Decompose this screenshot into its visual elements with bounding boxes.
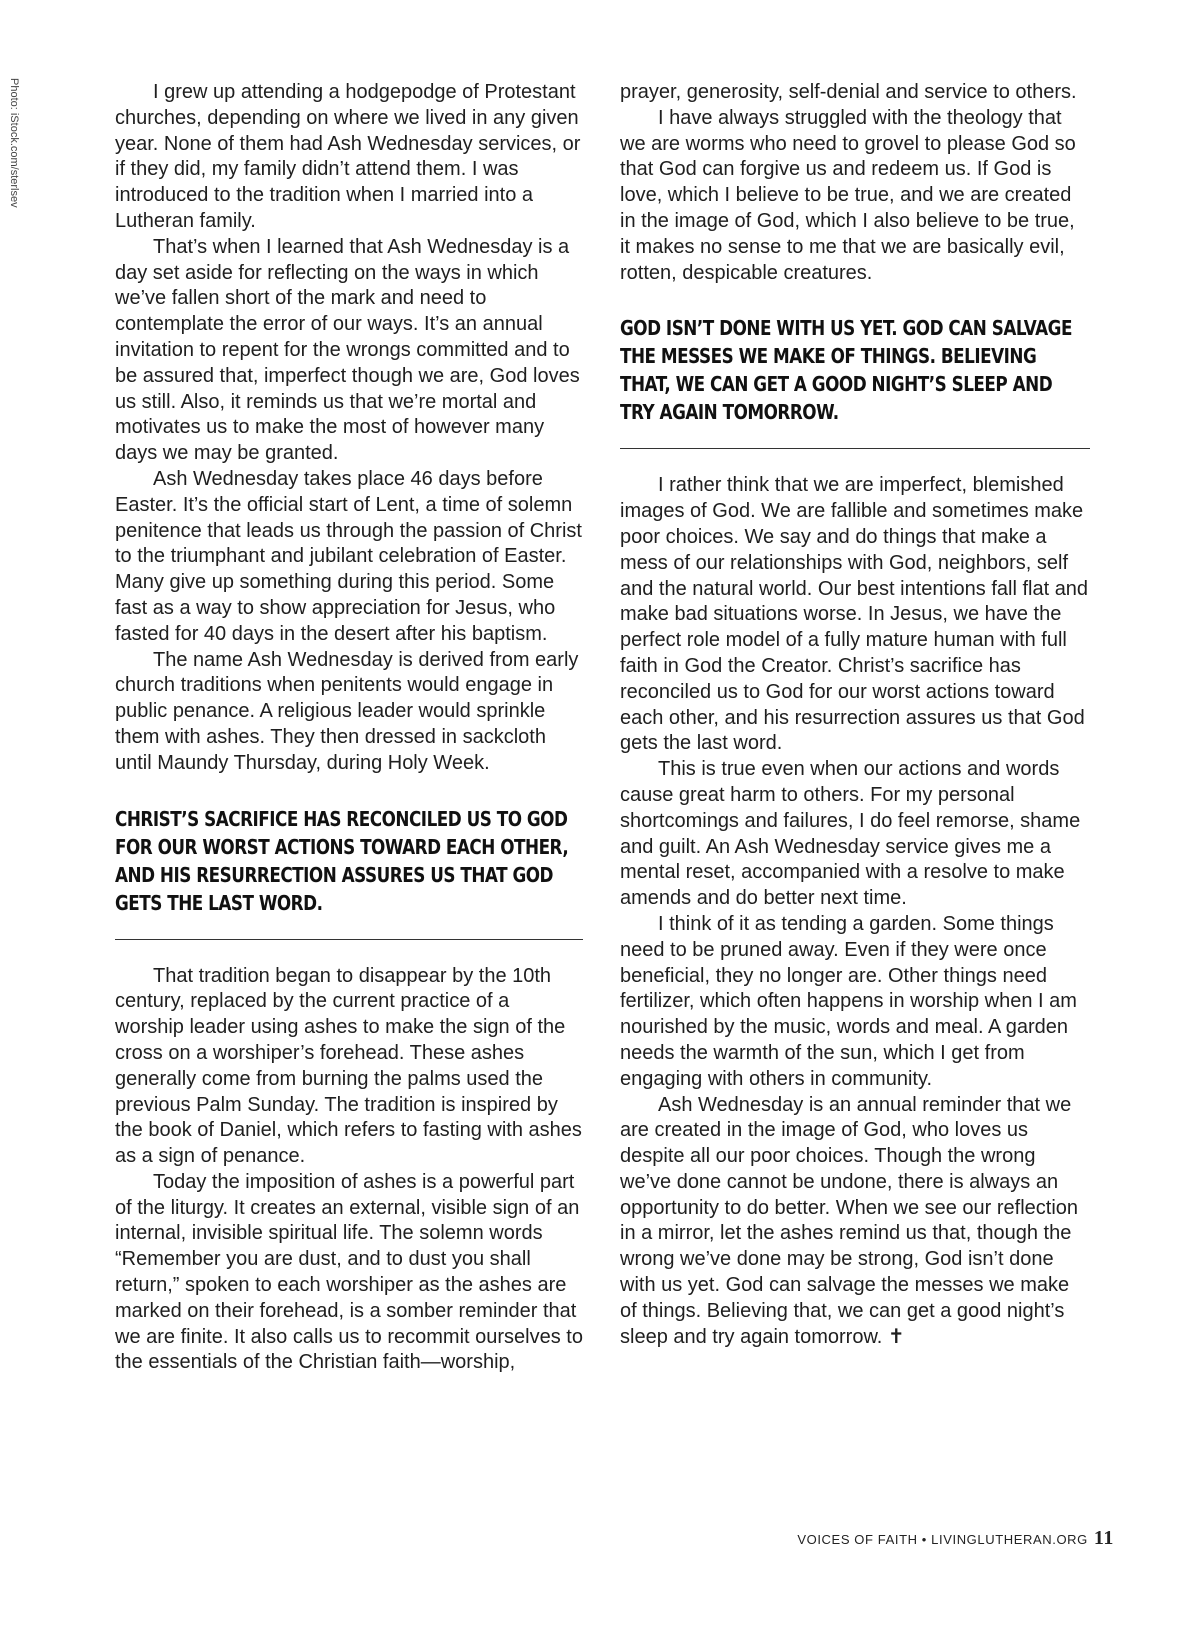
pull-quote: GOD ISN’T DONE WITH US YET. GOD CAN SALVAGE THE MESSES WE MAKE OF THINGS. BELIEVING THAT, WE CAN GET A GOOD NIGHT’S SLEEP AND TRY AGAIN TOMORROW.: [620, 316, 1072, 425]
divider: [620, 448, 1090, 449]
footer-text: VOICES OF FAITH • LIVINGLUTHERAN.ORG: [797, 1532, 1088, 1547]
body-paragraph: I grew up attending a hodgepodge of Protestant churches, depending on where we lived in any given year. None of them had Ash Wednesday services, or if they did, my family didn’t attend them. I was introduced to the tradition when I married into a Lutheran family.: [115, 81, 581, 232]
body-paragraph: Today the imposition of ashes is a powerful part of the liturgy. It creates an external, visible sign of an internal, invisible spiritual life. The solemn words “Remember you are dust, and to dust you shall return,” spoken to each worshiper as the ashes are marked on their forehead, is a somber reminder that we are finite. It also calls us to recommit ourselves to the essentials of the Christian faith—worship,: [115, 1170, 583, 1374]
pull-quote: CHRIST’S SACRIFICE HAS RECONCILED US TO GOD FOR OUR WORST ACTIONS TOWARD EACH OTHER, AND HIS RESURRECTION ASSURES US THAT GOD GETS THE LAST WORD.: [115, 806, 569, 915]
body-paragraph: I rather think that we are imperfect, blemished images of God. We are fallible and sometimes make poor choices. We say and do things that make a mess of our relationships with God, neighbors, self and the natural world. Our best intentions fall flat and make bad situations worse. In Jesus, we have the perfect role model of a fully mature human with full faith in God the Creator. Christ’s sacrifice has reconciled us to God for our worst actions toward each other, and his resurrection assures us that God gets the last word.: [620, 474, 1089, 755]
body-paragraph: This is true even when our actions and words cause great harm to others. For my personal shortcomings and failures, I do feel remorse, shame and guilt. An Ash Wednesday service gives me a mental reset, accompanied with a resolve to make amends and do better next time.: [620, 758, 1081, 910]
body-paragraph: Ash Wednesday is an annual reminder that we are created in the image of God, who loves us despite all our poor choices. Though the wrong we’ve done cannot be undone, there is always an opportunity to do better. When we see our reflection in a mirror, let the ashes remind us that, though the wrong we’ve done may be strong, God isn’t done with us yet. God can salvage the messes we make of things. Believing that, we can get a good night’s sleep and try again tomorrow. ✝: [620, 1093, 1079, 1348]
photo-credit-text: Photo: iStock.com/sterlsev: [8, 78, 20, 208]
body-paragraph: Ash Wednesday takes place 46 days before Easter. It’s the official start of Lent, a time of solemn penitence that leads us through the passion of Christ to the triumphant and jubilant celebration of Easter. Many give up something during this period. Some fast as a way to show appreciation for Jesus, who fasted for 40 days in the desert after his baptism.: [115, 467, 582, 645]
body-paragraph: That tradition began to disappear by the 10th century, replaced by the current practice of a worship leader using ashes to make the sign of the cross on a worshiper’s forehead. These ashes generally come from burning the palms used the previous Palm Sunday. The tradition is inspired by the book of Daniel, which refers to fasting with ashes as a sign of penance.: [115, 964, 582, 1168]
body-paragraph: That’s when I learned that Ash Wednesday is a day set aside for reflecting on the ways in which we’ve fallen short of the mark and need to contemplate the error of our ways. It’s an annual invitation to repent for the wrongs committed and to be assured that, imperfect though we are, God loves us still. Also, it reminds us that we’re mortal and motivates us to make the most of however many days we may be granted.: [115, 235, 580, 465]
page-number: 11: [1093, 1527, 1114, 1549]
page-footer: [797, 1527, 1114, 1550]
photo-credit: [0, 78, 24, 308]
divider: [115, 939, 583, 940]
right-column: [620, 80, 1090, 1350]
body-paragraph: I think of it as tending a garden. Some things need to be pruned away. Even if they were once beneficial, they no longer are. Other things need fertilizer, which often happens in worship when I am nourished by the music, words and meal. A garden needs the warmth of the sun, which I get from engaging with others in community.: [620, 912, 1077, 1090]
body-paragraph-continuation: prayer, generosity, self-denial and service to others.: [620, 81, 1077, 103]
body-paragraph: I have always struggled with the theology that we are worms who need to grovel to please God so that God can forgive us and redeem us. If God is love, which I believe to be true, and we are created in the image of God, which I also believe to be true, it makes no sense to me that we are basically evil, rotten, despicable creatures.: [620, 106, 1076, 284]
body-paragraph: The name Ash Wednesday is derived from early church traditions when penitents would engage in public penance. A religious leader would sprinkle them with ashes. They then dressed in sackcloth until Maundy Thursday, during Holy Week.: [115, 648, 579, 774]
left-column: [115, 80, 583, 1376]
